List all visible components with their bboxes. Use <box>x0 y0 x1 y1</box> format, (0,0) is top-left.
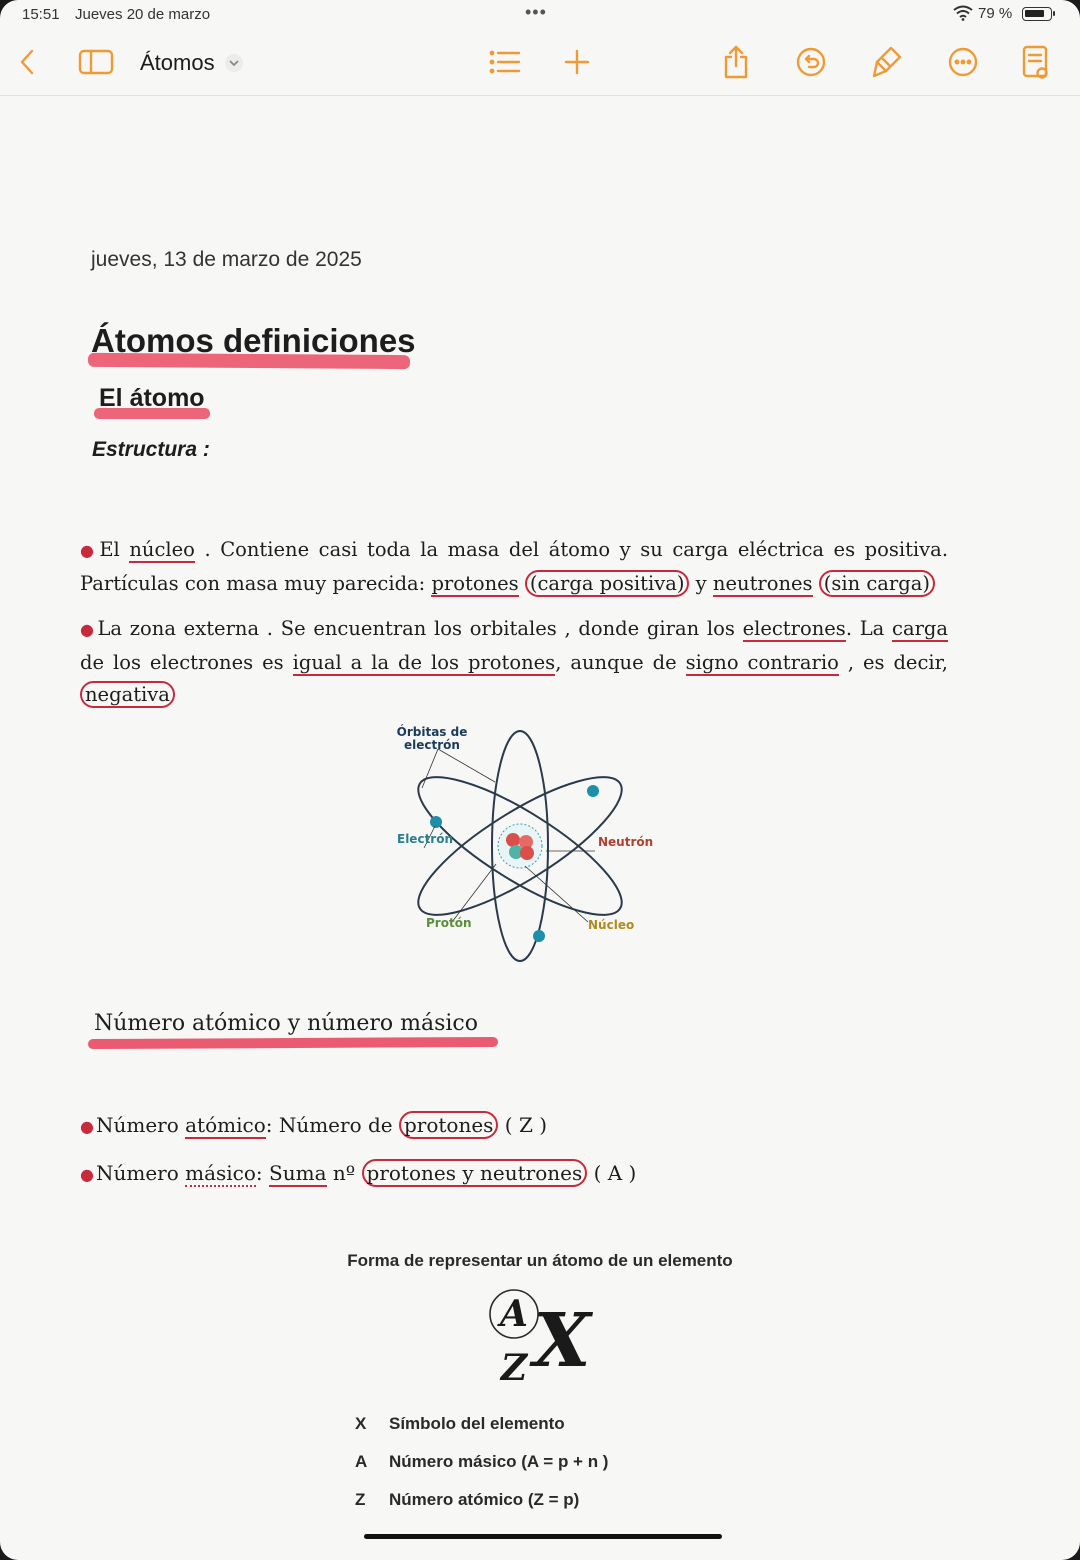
text: ( Z ) <box>504 1113 548 1137</box>
text: y <box>695 571 707 595</box>
circled-text: protones <box>399 1111 498 1139</box>
electron-particle <box>430 816 442 828</box>
legend-row <box>355 1452 608 1472</box>
legend-key: A <box>355 1452 368 1471</box>
paragraph-zona-externa <box>80 613 948 712</box>
undo-icon <box>795 46 827 78</box>
document-title: Átomos <box>140 50 215 75</box>
label-proton: Protón <box>426 916 472 930</box>
new-note-button[interactable] <box>1020 42 1052 82</box>
leader-line <box>452 864 496 922</box>
share-button[interactable] <box>720 42 752 82</box>
legend-text: Número atómico (Z = p) <box>389 1490 580 1509</box>
label-orbitas-line2: electrón <box>404 738 460 752</box>
label-neutron: Neutrón <box>598 835 654 849</box>
text: , aunque de <box>555 650 677 674</box>
legend-key: X <box>355 1414 367 1433</box>
add-button[interactable] <box>562 42 592 82</box>
home-indicator[interactable] <box>364 1534 722 1539</box>
status-time: 15:51 <box>22 6 60 23</box>
multitasking-dots[interactable]: ••• <box>525 2 547 22</box>
notes-toolbar <box>0 30 1080 96</box>
bullet-numero-masico <box>80 1157 980 1192</box>
legend-key: Z <box>355 1490 366 1509</box>
text: de los electrones es <box>80 650 284 674</box>
leader-line <box>422 749 438 788</box>
underlined-text: electrones <box>742 617 846 640</box>
text: La zona externa . Se encuentran los orbitales , donde giran los <box>97 617 735 640</box>
battery-percent: 79 % <box>978 5 1013 22</box>
format-list-button[interactable] <box>488 42 522 82</box>
underlined-text: signo contrario <box>685 650 839 674</box>
text: . La <box>845 617 885 640</box>
status-bar <box>0 0 1080 30</box>
legend-text: Símbolo del elemento <box>389 1414 565 1433</box>
text: El <box>99 538 120 561</box>
list-icon <box>489 49 521 75</box>
proton-particle <box>506 833 520 847</box>
sidebar-icon <box>78 48 114 76</box>
mass-number: A <box>500 1293 528 1335</box>
isotope-notation <box>486 1284 596 1394</box>
compose-icon <box>1021 44 1051 80</box>
underlined-text: núcleo <box>129 538 195 561</box>
text: ( A ) <box>593 1161 637 1185</box>
chevron-left-icon <box>19 48 35 76</box>
atom-diagram <box>380 716 680 966</box>
text: Número <box>95 1161 179 1185</box>
pen-markup-icon <box>871 45 903 79</box>
section2-highlight <box>88 1037 498 1049</box>
element-symbol: X <box>533 1298 591 1384</box>
note-subtitle: El átomo <box>99 384 205 412</box>
note-date: jueves, 13 de marzo de 2025 <box>91 248 362 271</box>
legend-text: Número másico (A = p + n ) <box>389 1452 609 1471</box>
underlined-text: Suma <box>269 1161 327 1185</box>
note-title: Átomos definiciones <box>91 322 416 359</box>
label-nucleo: Núcleo <box>588 918 635 932</box>
more-options-button[interactable] <box>946 42 980 82</box>
back-button[interactable] <box>14 42 40 82</box>
proton-particle <box>520 846 534 860</box>
text: , es decir, <box>847 650 949 674</box>
section2-title: Número atómico y número másico <box>94 1011 478 1036</box>
representation-caption: Forma de representar un átomo de un elemento <box>347 1251 733 1270</box>
markup-button[interactable] <box>870 42 904 82</box>
underlined-text: neutrones <box>712 571 813 595</box>
paragraph-nucleo <box>80 534 948 600</box>
electron-particle <box>533 930 545 942</box>
text: . Contiene casi toda la masa del átomo y su carga eléctrica es positiva. Partículas con masa muy parecida: <box>80 538 949 595</box>
document-title-menu[interactable] <box>140 50 243 76</box>
circled-text: negativa <box>80 681 175 708</box>
plus-icon <box>563 48 591 76</box>
nucleus-shell <box>498 824 542 868</box>
wifi-icon <box>953 5 973 25</box>
electron-particle <box>587 785 599 797</box>
underlined-text: carga <box>892 617 949 640</box>
bullet-icon: ● <box>80 1165 94 1184</box>
status-date: Jueves 20 de marzo <box>75 6 211 23</box>
text: : <box>255 1161 263 1185</box>
circled-text: protones y neutrones <box>362 1159 588 1187</box>
text: Número <box>95 1113 179 1137</box>
bullet-numero-atomico <box>80 1109 980 1144</box>
label-orbitas-line1: Órbitas de <box>396 725 468 739</box>
label-electron: Electrón <box>397 832 454 846</box>
battery-icon <box>1022 7 1052 21</box>
share-icon <box>721 44 751 80</box>
text: nº <box>332 1161 356 1185</box>
atomic-number: Z <box>500 1347 528 1389</box>
chevron-down-icon <box>225 54 243 72</box>
note-canvas[interactable] <box>0 96 1080 1536</box>
bullet-icon: ● <box>80 620 96 639</box>
underlined-text: atómico <box>185 1113 266 1137</box>
legend-row <box>355 1490 579 1510</box>
bullet-icon: ● <box>80 1117 94 1136</box>
underlined-text: protones <box>431 571 519 595</box>
text: : Número de <box>265 1113 393 1137</box>
undo-button[interactable] <box>794 42 828 82</box>
circled-text: (carga positiva) <box>525 570 690 597</box>
sidebar-toggle-button[interactable] <box>78 42 114 82</box>
legend-row <box>355 1414 565 1434</box>
section-label: Estructura : <box>92 438 210 461</box>
circled-text: (sin carga) <box>819 570 935 597</box>
underlined-text: másico <box>185 1161 256 1185</box>
bullet-icon: ● <box>80 541 98 560</box>
ellipsis-icon <box>947 46 979 78</box>
underlined-text: igual a la de los protones <box>292 650 556 674</box>
